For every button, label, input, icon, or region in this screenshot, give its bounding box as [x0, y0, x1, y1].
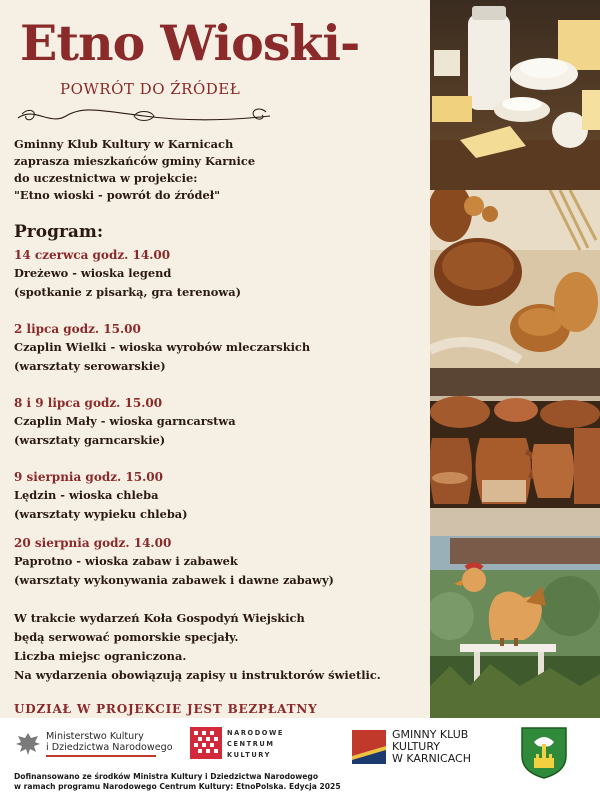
ministry-underline: [46, 755, 156, 757]
info-line: będą serwować pomorskie specjały.: [14, 630, 239, 644]
event-date: 14 czerwca godz. 14.00: [14, 248, 171, 262]
event-date: 8 i 9 lipca godz. 15.00: [14, 396, 163, 410]
ncc-line: CENTRUM: [227, 740, 275, 748]
poster-title: Etno Wioski-: [20, 14, 360, 72]
intro-line: Gminny Klub Kultury w Karnicach: [14, 137, 234, 151]
event-item: [14, 321, 424, 376]
pottery-photo: [430, 368, 600, 536]
coat-of-arms-icon: [520, 726, 568, 780]
intro-line: "Etno wioski - powrót do źródeł": [14, 188, 221, 202]
photo-column: [430, 0, 600, 718]
gkk-logo: [392, 729, 471, 765]
eagle-emblem-icon: [14, 730, 42, 758]
event-item: [14, 395, 424, 450]
gkk-line: W KARNICACH: [392, 752, 471, 765]
program-heading: Program:: [14, 222, 104, 242]
event-description: (spotkanie z pisarką, gra terenowa): [14, 285, 241, 299]
ministry-logo: [46, 731, 173, 753]
event-item: [14, 247, 424, 302]
free-participation-note: UDZIAŁ W PROJEKCIE JEST BEZPŁATNY: [14, 702, 318, 716]
bread-photo: [430, 190, 600, 368]
ncc-line: NARODOWE: [227, 729, 284, 737]
info-line: Na wydarzenia obowiązują zapisy u instruktorów świetlic.: [14, 668, 381, 682]
event-description: (warsztaty garncarskie): [14, 433, 166, 447]
event-place: Czaplin Wielki - wioska wyrobów mleczarskich: [14, 340, 311, 354]
additional-info: [14, 609, 426, 685]
ncc-logo: [227, 728, 284, 761]
event-place: Paprotno - wioska zabaw i zabawek: [14, 554, 238, 568]
funding-line: w ramach programu Narodowego Centrum Kultury: EtnoPolska. Edycja 2025: [14, 782, 341, 791]
event-description: (warsztaty wykonywania zabawek i dawne zabawy): [14, 573, 334, 587]
info-line: W trakcie wydarzeń Koła Gospodyń Wiejskich: [14, 611, 305, 625]
event-item: [14, 535, 424, 590]
dairy-photo: [430, 0, 600, 190]
ncc-logo-icon: [190, 727, 222, 759]
event-description: (warsztaty serowarskie): [14, 359, 166, 373]
ministry-line: Ministerstwo Kultury: [46, 731, 144, 742]
event-item: [14, 469, 424, 524]
funding-line: Dofinansowano ze środków Ministra Kultury i Dziedzictwa Narodowego: [14, 772, 319, 781]
ncc-line: KULTURY: [227, 751, 271, 759]
ministry-line: i Dziedzictwa Narodowego: [46, 742, 173, 753]
event-place: Dreżewo - wioska legend: [14, 266, 172, 280]
intro-line: do uczestnictwa w projekcie:: [14, 171, 198, 185]
wooden-toy-photo: [430, 536, 600, 718]
event-date: 20 sierpnia godz. 14.00: [14, 536, 172, 550]
flourish-ornament: [14, 104, 274, 128]
gkk-logo-icon: [352, 730, 386, 764]
gkk-line: GMINNY KLUB: [392, 728, 469, 741]
intro-text: [14, 136, 424, 204]
event-description: (warsztaty wypieku chleba): [14, 507, 188, 521]
event-place: Lędzin - wioska chleba: [14, 488, 159, 502]
event-place: Czaplin Mały - wioska garncarstwa: [14, 414, 236, 428]
event-date: 9 sierpnia godz. 15.00: [14, 470, 163, 484]
info-line: Liczba miejsc ograniczona.: [14, 649, 187, 663]
gkk-line: KULTURY: [392, 740, 441, 753]
poster-subtitle: POWRÓT DO ŹRÓDEŁ: [60, 80, 241, 98]
event-date: 2 lipca godz. 15.00: [14, 322, 141, 336]
intro-line: zaprasza mieszkańców gminy Karnice: [14, 154, 256, 168]
funding-note: [14, 772, 454, 792]
